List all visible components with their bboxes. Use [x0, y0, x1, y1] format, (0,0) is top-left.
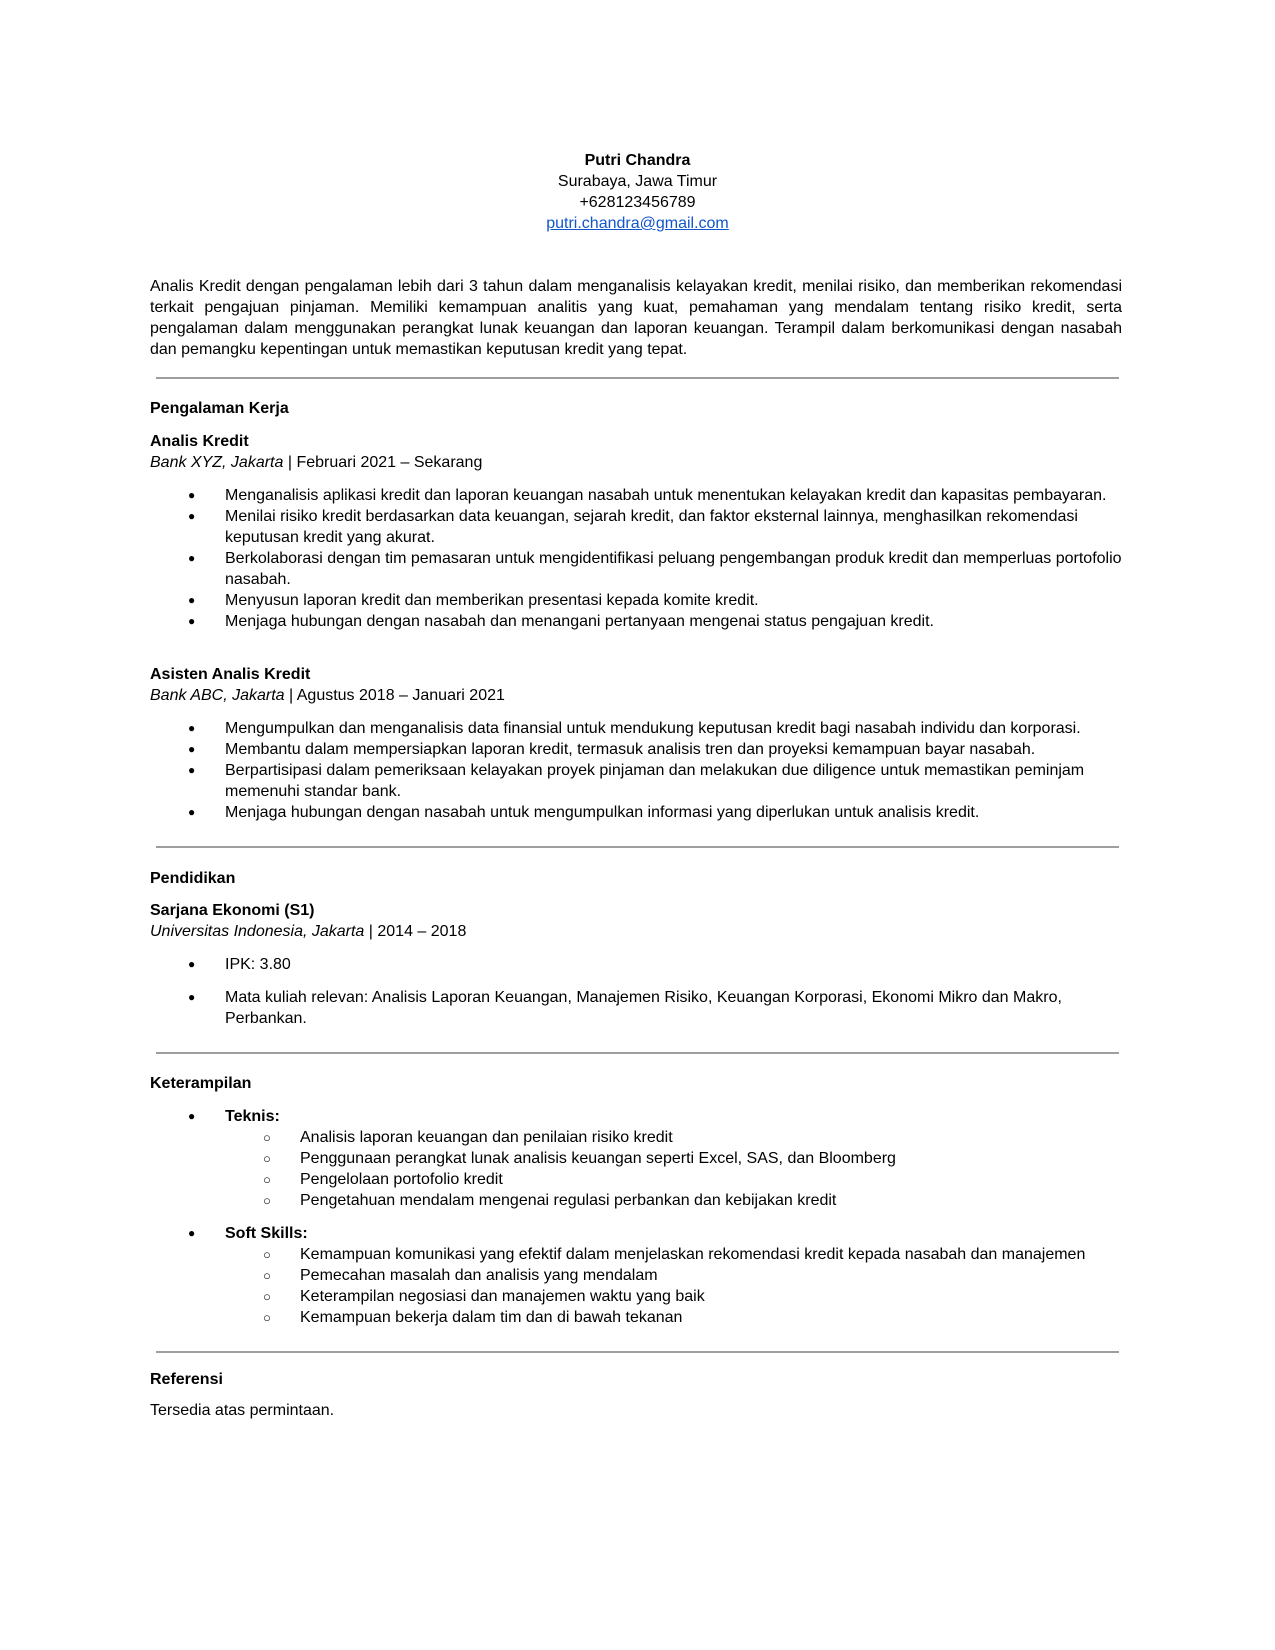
job-duties-list	[150, 485, 1125, 632]
skill-sublist	[225, 1127, 1125, 1211]
skills-list	[150, 1106, 1125, 1328]
list-item: ● Menyusun laporan kredit dan memberikan presentasi kepada komite kredit.	[150, 590, 1125, 611]
location: Surabaya, Jawa Timur	[557, 173, 718, 190]
job-title: Asisten Analis Kredit	[150, 666, 311, 683]
education-period: | 2014 – 2018	[364, 923, 467, 940]
job-meta	[150, 685, 505, 706]
section-divider	[156, 1351, 1119, 1353]
list-item: ● Menganalisis aplikasi kredit dan laporan keuangan nasabah untuk menentukan kelayakan kredit dan kapasitas pembayaran.	[150, 485, 1125, 506]
list-item: ○ Pengelolaan portofolio kredit	[225, 1169, 1125, 1190]
professional-summary: Analis Kredit dengan pengalaman lebih dari 3 tahun dalam menganalisis kelayakan kredit, menilai risiko, dan memberikan rekomendasi terkait pengajuan pinjaman. Memiliki kemampuan analitis yang kuat, pemahaman yang mendalam tentang risiko kredit, serta pengalaman dalam menggunakan perangkat lunak keuangan dan laporan keuangan. Terampil dalam berkomunikasi dengan nasabah dan pemangku kepentingan untuk memastikan keputusan kredit yang tepat.	[150, 278, 1122, 358]
education-meta	[150, 921, 466, 942]
skill-group-label: Teknis:	[225, 1108, 280, 1125]
email-link[interactable]: putri.chandra@gmail.com	[546, 215, 729, 232]
references-heading: Referensi	[150, 1371, 223, 1388]
list-item: ● Menjaga hubungan dengan nasabah untuk mengumpulkan informasi yang diperlukan untuk analisis kredit.	[150, 802, 1125, 823]
school-name: Universitas Indonesia, Jakarta	[150, 923, 365, 940]
list-item: ● Menjaga hubungan dengan nasabah dan menangani pertanyaan mengenai status pengajuan kredit.	[150, 611, 1125, 632]
degree-title: Sarjana Ekonomi (S1)	[150, 902, 315, 919]
skill-sublist	[225, 1244, 1125, 1328]
job-period: | Agustus 2018 – Januari 2021	[284, 687, 505, 704]
experience-heading: Pengalaman Kerja	[150, 400, 289, 417]
skill-group-label: Soft Skills:	[225, 1225, 308, 1242]
education-list	[150, 954, 1125, 1029]
list-item: ○ Kemampuan bekerja dalam tim dan di bawah tekanan	[225, 1307, 1125, 1328]
job-organization: Bank ABC, Jakarta	[150, 687, 285, 704]
section-divider	[156, 846, 1119, 848]
list-item: ● Membantu dalam mempersiapkan laporan kredit, termasuk analisis tren dan proyeksi kemampuan bayar nasabah.	[150, 739, 1125, 760]
job-organization: Bank XYZ, Jakarta	[150, 454, 284, 471]
job-duties-list	[150, 718, 1125, 823]
list-item: ● IPK: 3.80	[150, 954, 1125, 975]
list-item: ○ Pengetahuan mendalam mengenai regulasi perbankan dan kebijakan kredit	[225, 1190, 1125, 1211]
skill-group	[150, 1223, 1125, 1328]
section-divider	[156, 1052, 1119, 1054]
phone: +628123456789	[579, 194, 696, 211]
references-text: Tersedia atas permintaan.	[150, 1402, 335, 1419]
list-item: ● Berkolaborasi dengan tim pemasaran untuk mengidentifikasi peluang pengembangan produk kredit dan memperluas portofolio nasabah.	[150, 548, 1125, 590]
list-item: ○ Pemecahan masalah dan analisis yang mendalam	[225, 1265, 1125, 1286]
job-period: | Februari 2021 – Sekarang	[283, 454, 483, 471]
candidate-name: Putri Chandra	[584, 152, 691, 169]
contact-header	[0, 150, 1275, 234]
list-item: ● Mata kuliah relevan: Analisis Laporan Keuangan, Manajemen Risiko, Keuangan Korporasi, Ekonomi Mikro dan Makro, Perbankan.	[150, 987, 1125, 1029]
job-meta	[150, 452, 482, 473]
job-title: Analis Kredit	[150, 433, 249, 450]
list-item: ○ Penggunaan perangkat lunak analisis keuangan seperti Excel, SAS, dan Bloomberg	[225, 1148, 1125, 1169]
list-item: ○ Keterampilan negosiasi dan manajemen waktu yang baik	[225, 1286, 1125, 1307]
skills-heading: Keterampilan	[150, 1075, 252, 1092]
section-divider	[156, 377, 1119, 379]
list-item: ○ Analisis laporan keuangan dan penilaian risiko kredit	[225, 1127, 1125, 1148]
list-item: ● Menilai risiko kredit berdasarkan data keuangan, sejarah kredit, dan faktor eksternal lainnya, menghasilkan rekomendasi keputusan kredit yang akurat.	[150, 506, 1125, 548]
list-item: ● Berpartisipasi dalam pemeriksaan kelayakan proyek pinjaman dan melakukan due diligence untuk memastikan peminjam memenuhi standar bank.	[150, 760, 1125, 802]
list-item: ● Mengumpulkan dan menganalisis data finansial untuk mendukung keputusan kredit bagi nasabah individu dan korporasi.	[150, 718, 1125, 739]
list-item: ○ Kemampuan komunikasi yang efektif dalam menjelaskan rekomendasi kredit kepada nasabah dan manajemen	[225, 1244, 1125, 1265]
skill-group	[150, 1106, 1125, 1211]
education-heading: Pendidikan	[150, 870, 236, 887]
